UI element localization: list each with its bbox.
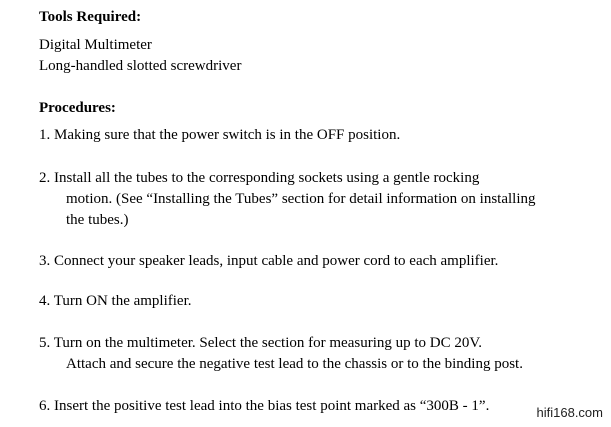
watermark: hifi168.com bbox=[536, 405, 603, 420]
step-2-line-3: the tubes.) bbox=[66, 212, 129, 228]
procedures-heading: Procedures: bbox=[39, 100, 116, 116]
step-2-line-1: 2. Install all the tubes to the corresponding sockets using a gentle rocking bbox=[39, 170, 480, 186]
tools-heading: Tools Required: bbox=[39, 9, 142, 25]
step-1-line-1: 1. Making sure that the power switch is in the OFF position. bbox=[39, 127, 401, 143]
procedure-step-2 bbox=[39, 168, 599, 231]
tool-item-screwdriver: Long-handled slotted screwdriver bbox=[39, 58, 242, 74]
procedure-step-3 bbox=[39, 251, 599, 272]
step-3-line-1: 3. Connect your speaker leads, input cable and power cord to each amplifier. bbox=[39, 253, 499, 269]
step-6-line-1: 6. Insert the positive test lead into the bias test point marked as “300B - 1”. bbox=[39, 398, 490, 414]
procedure-step-4 bbox=[39, 291, 599, 312]
step-5-line-1: 5. Turn on the multimeter. Select the section for measuring up to DC 20V. bbox=[39, 335, 483, 351]
tool-item-multimeter: Digital Multimeter bbox=[39, 37, 152, 53]
step-5-line-2: Attach and secure the negative test lead to the chassis or to the binding post. bbox=[66, 356, 523, 372]
step-4-line-1: 4. Turn ON the amplifier. bbox=[39, 293, 192, 309]
procedure-step-1 bbox=[39, 125, 599, 146]
procedure-step-6 bbox=[39, 396, 599, 417]
procedure-step-5 bbox=[39, 333, 599, 375]
step-2-line-2: motion. (See “Installing the Tubes” section for detail information on installing bbox=[66, 191, 536, 207]
